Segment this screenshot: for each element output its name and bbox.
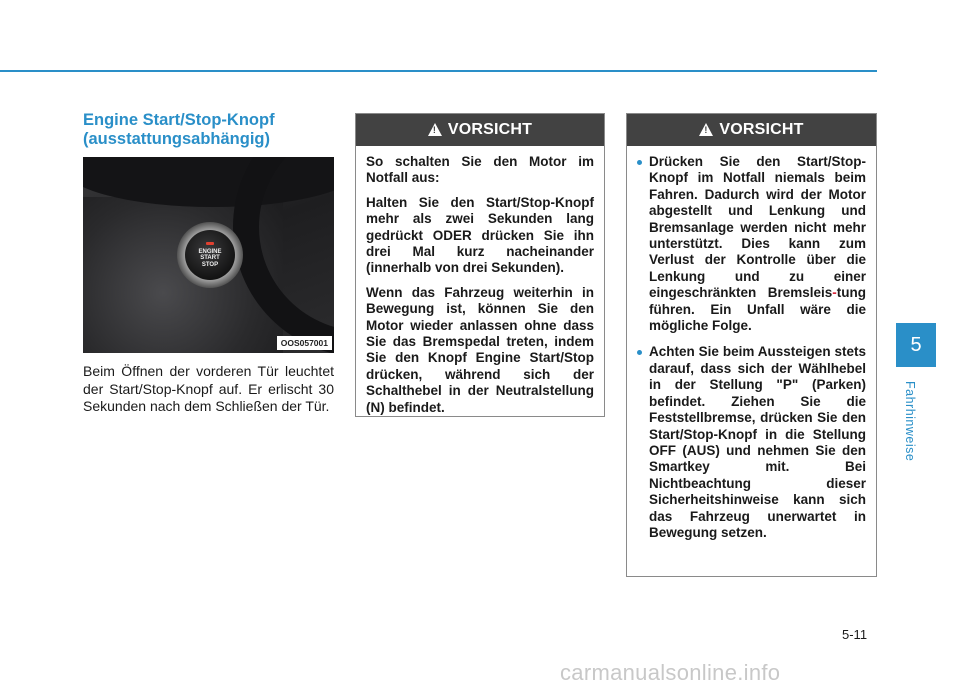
hyphen-mark: -	[832, 285, 837, 301]
chapter-tab: 5	[896, 323, 936, 367]
photo-start-button	[177, 222, 243, 288]
section-title-line1: Engine Start/Stop-Knopf	[83, 111, 275, 129]
caution-right-list	[637, 154, 866, 541]
photo-button-label-line2: START	[200, 255, 220, 262]
caution-body-right	[627, 146, 876, 551]
caution-title-right: VORSICHT	[719, 121, 804, 138]
section-body-text: Beim Öffnen der vorderen Tür leuchtet der Start/Stop-Knopf auf. Er erlischt 30 Sekunden nach dem Schließen der Tür.	[83, 363, 334, 414]
caution-header-left	[356, 114, 604, 146]
caution-left-paragraph-2: Halten Sie den Start/Stop-Knopf mehr als zwei Sekunden lang gedrückt ODER drücken Sie ihn drei Mal kurz nacheinander (innerhalb von drei Sekunden).	[366, 194, 594, 276]
photo-code: OOS057001	[277, 336, 332, 350]
section-title-line2: (ausstattungsabhängig)	[83, 130, 271, 148]
list-item	[637, 344, 866, 541]
caution-title-left: VORSICHT	[447, 121, 533, 138]
photo-button-label	[198, 249, 221, 269]
page-number: 5-11	[842, 627, 868, 642]
caution-box-right	[626, 113, 877, 577]
chapter-label: Fahrhinweise	[903, 381, 917, 462]
caution-right-bullet-2: Achten Sie beim Aussteigen stets darauf, dass sich der Wählhebel in der Stellung "P" (Parken) befindet. Ziehen Sie die Feststellbremse, drücken Sie den Start/Stop-Knopf in die Stellung OFF (AUS) und nehmen Sie den Smartkey mit. Bei Nichtbeachtung dieser Sicherheitshinweise kann sich das Fahrzeug unerwartet in Bewegung setzen.	[649, 344, 866, 540]
photo-button-led	[206, 242, 214, 245]
section-title	[83, 111, 343, 149]
caution-right-bullet-1a: Drücken Sie den Start/Stop-Knopf im Notfall niemals beim Fahren. Dadurch wird der Motor abgestellt und Lenkung und Bremsanlage werden nicht mehr unterstützt. Dies kann zum Verlust der Kontrolle über die Lenkung und zu einer eingeschränkten Bremsleis	[649, 154, 866, 301]
warning-triangle-icon	[699, 123, 713, 136]
caution-box-left	[355, 113, 605, 417]
list-item	[637, 154, 866, 334]
photo-button-label-line3: STOP	[201, 261, 219, 268]
warning-triangle-icon	[428, 123, 442, 136]
watermark: carmanualsonline.info	[560, 660, 781, 685]
caution-left-paragraph-3: Wenn das Fahrzeug weiterhin in Bewegung ist, können Sie den Motor wieder anlassen ohne dass Sie das Bremspedal treten, indem Sie den Knopf Engine Start/Stop drücken, während sich der Schalthebel in der Neutralstellung (N) befindet.	[366, 284, 594, 415]
caution-right-bullet-1b: tung führen. Ein Unfall wäre die mögliche Folge.	[649, 285, 866, 334]
top-rule	[0, 70, 877, 72]
photo-button-label-line1: ENGINE	[198, 248, 222, 255]
start-stop-button-photo	[83, 157, 334, 353]
caution-header-right	[627, 114, 876, 146]
photo-start-button-face	[185, 230, 235, 280]
caution-left-paragraph-1: So schalten Sie den Motor im Notfall aus:	[366, 154, 594, 186]
caution-body-left	[356, 146, 604, 426]
